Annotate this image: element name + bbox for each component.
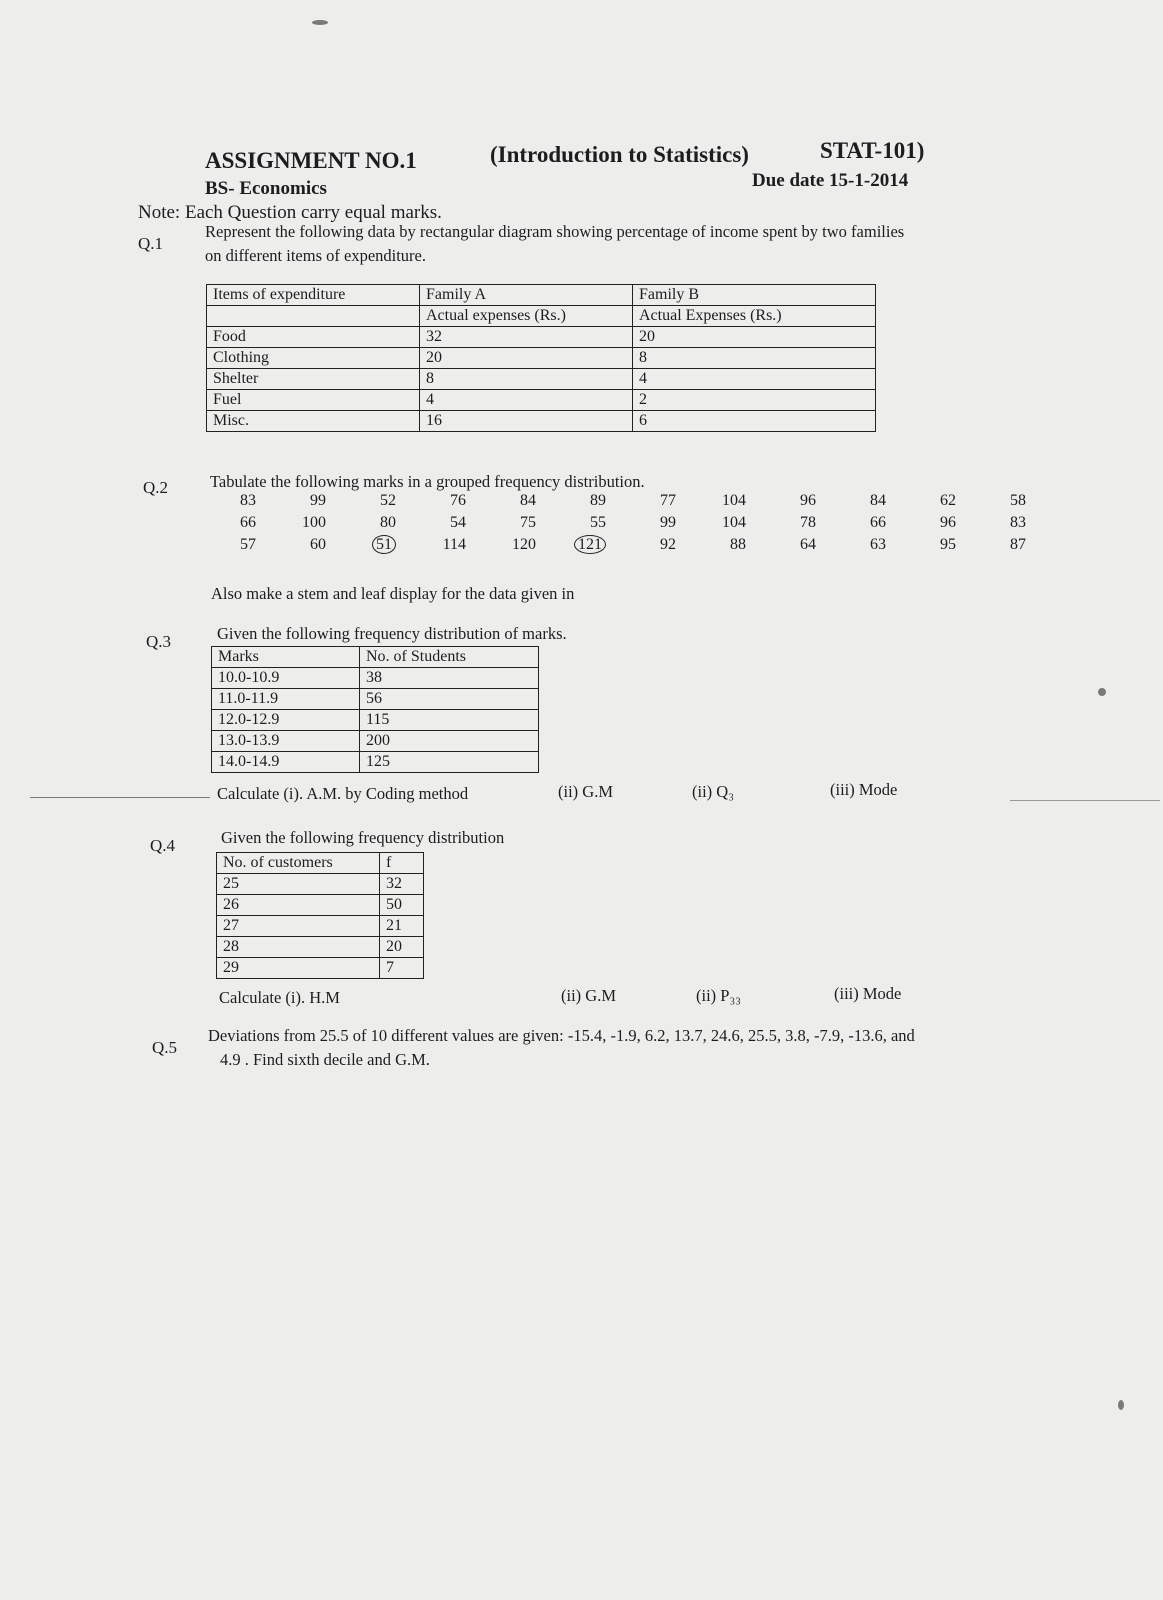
class-cell: 14.0-14.9 (212, 752, 360, 773)
item-cell: Misc. (207, 411, 420, 432)
header-customers: No. of customers (217, 853, 380, 874)
mark-value: 88 (730, 536, 746, 553)
mark-value: 55 (590, 514, 606, 531)
mark-value: 104 (722, 492, 746, 509)
table-row (207, 390, 876, 411)
mark-value: 96 (800, 492, 816, 509)
circled-mark: 51 (372, 535, 396, 554)
mark-value: 76 (450, 492, 466, 509)
header-marks: Marks (212, 647, 360, 668)
q4-calc-p33: (ii) P₃₃ (696, 986, 741, 1005)
family-a-cell: 32 (420, 327, 633, 348)
table-row (217, 937, 424, 958)
header-items: Items of expenditure (207, 285, 420, 306)
expenditure-table (206, 284, 876, 432)
header-family-b: Family B (633, 285, 876, 306)
freq-cell: 56 (360, 689, 539, 710)
q1-number: Q.1 (138, 234, 164, 253)
class-cell: 29 (217, 958, 380, 979)
mark-value: 66 (240, 514, 256, 531)
item-cell: Fuel (207, 390, 420, 411)
family-a-cell: 4 (420, 390, 633, 411)
table-row (212, 731, 539, 752)
table-header-row (217, 853, 424, 874)
mark-value: 104 (722, 514, 746, 531)
q4-calc-gm: (ii) G.M (561, 986, 616, 1005)
scan-line (30, 797, 210, 798)
class-cell: 26 (217, 895, 380, 916)
family-b-cell: 8 (633, 348, 876, 369)
mark-value: 64 (800, 536, 816, 553)
table-header-row (207, 285, 876, 306)
q3-calc-gm: (ii) G.M (558, 782, 613, 801)
mark-value: 80 (380, 514, 396, 531)
table-row (207, 327, 876, 348)
mark-value: 77 (660, 492, 676, 509)
mark-value: 60 (310, 536, 326, 553)
course-name: (Introduction to Statistics) (490, 142, 749, 167)
q3-calc-q3: (ii) Q₃ (692, 782, 734, 801)
mark-value: 87 (1010, 536, 1026, 553)
q3-calc-am: Calculate (i). A.M. by Coding method (217, 784, 469, 803)
mark-value: 66 (870, 514, 886, 531)
mark-value: 78 (800, 514, 816, 531)
mark-value: 92 (660, 536, 676, 553)
class-cell: 27 (217, 916, 380, 937)
q4-text: Given the following frequency distribution (221, 828, 505, 847)
freq-cell: 21 (380, 916, 424, 937)
q2-stem-leaf-text: Also make a stem and leaf display for the data given in (211, 584, 575, 603)
class-cell: 10.0-10.9 (212, 668, 360, 689)
freq-cell: 7 (380, 958, 424, 979)
q2-text: Tabulate the following marks in a grouped frequency distribution. (210, 472, 645, 491)
mark-value: 89 (590, 492, 606, 509)
header-family-a: Family A (420, 285, 633, 306)
header-f: f (380, 853, 424, 874)
table-row (212, 752, 539, 773)
table-subheader-row (207, 306, 876, 327)
scan-mark (312, 20, 328, 25)
table-row (217, 916, 424, 937)
family-b-cell: 2 (633, 390, 876, 411)
mark-value: 83 (240, 492, 256, 509)
subheader-family-b: Actual Expenses (Rs.) (633, 306, 876, 327)
q2-number: Q.2 (143, 478, 169, 497)
note: Note: Each Question carry equal marks. (138, 202, 442, 223)
table-row (212, 710, 539, 731)
circled-mark: 121 (574, 535, 606, 554)
family-a-cell: 20 (420, 348, 633, 369)
freq-cell: 125 (360, 752, 539, 773)
freq-cell: 38 (360, 668, 539, 689)
freq-cell: 20 (380, 937, 424, 958)
mark-value: 54 (450, 514, 466, 531)
family-a-cell: 16 (420, 411, 633, 432)
mark-value: 114 (442, 536, 466, 553)
table-row (207, 348, 876, 369)
class-cell: 11.0-11.9 (212, 689, 360, 710)
mark-value: 57 (240, 536, 256, 553)
due-date: Due date 15-1-2014 (752, 170, 909, 191)
mark-value: 96 (940, 514, 956, 531)
subheader-family-a: Actual expenses (Rs.) (420, 306, 633, 327)
item-cell: Food (207, 327, 420, 348)
mark-value: 100 (302, 514, 326, 531)
family-a-cell: 8 (420, 369, 633, 390)
customers-frequency-table (216, 852, 424, 979)
scan-mark (1098, 688, 1106, 696)
mark-value: 99 (660, 514, 676, 531)
mark-value: 84 (870, 492, 886, 509)
family-b-cell: 4 (633, 369, 876, 390)
q4-calc-hm: Calculate (i). H.M (219, 988, 340, 1007)
q4-number: Q.4 (150, 836, 176, 855)
program: BS- Economics (205, 178, 327, 199)
item-cell: Shelter (207, 369, 420, 390)
q5-number: Q.5 (152, 1038, 178, 1057)
family-b-cell: 20 (633, 327, 876, 348)
marks-frequency-table (211, 646, 539, 773)
q5-text-line1: Deviations from 25.5 of 10 different values are given: -15.4, -1.9, 6.2, 13.7, 24.6, 25.5, 3.8, -7.9, -13.6, and (208, 1026, 915, 1045)
mark-value-circled (332, 534, 396, 556)
freq-cell: 200 (360, 731, 539, 752)
freq-cell: 50 (380, 895, 424, 916)
assignment-title: ASSIGNMENT NO.1 (205, 148, 417, 173)
header-students: No. of Students (360, 647, 539, 668)
table-row (212, 689, 539, 710)
mark-value: 120 (512, 536, 536, 553)
mark-value: 95 (940, 536, 956, 553)
freq-cell: 32 (380, 874, 424, 895)
marks-data-grid (192, 490, 1026, 556)
table-header-row (212, 647, 539, 668)
q4-calc-mode: (iii) Mode (834, 984, 902, 1003)
mark-value: 84 (520, 492, 536, 509)
scan-mark (1118, 1400, 1124, 1410)
table-row (217, 958, 424, 979)
subheader-empty (207, 306, 420, 327)
scan-line (1010, 800, 1160, 801)
q5-text-line2: 4.9 . Find sixth decile and G.M. (220, 1050, 430, 1069)
class-cell: 25 (217, 874, 380, 895)
q1-text-line1: Represent the following data by rectangular diagram showing percentage of income spent by two families (205, 222, 905, 241)
freq-cell: 115 (360, 710, 539, 731)
mark-value: 62 (940, 492, 956, 509)
table-row (207, 411, 876, 432)
class-cell: 13.0-13.9 (212, 731, 360, 752)
q3-calc-mode: (iii) Mode (830, 780, 898, 799)
mark-value: 83 (1010, 514, 1026, 531)
mark-value: 63 (870, 536, 886, 553)
mark-value-circled (542, 534, 606, 556)
class-cell: 12.0-12.9 (212, 710, 360, 731)
q3-number: Q.3 (146, 632, 172, 651)
course-code: STAT-101) (820, 138, 925, 163)
table-row (207, 369, 876, 390)
mark-value: 52 (380, 492, 396, 509)
q1-text-line2: on different items of expenditure. (205, 246, 427, 265)
mark-value: 75 (520, 514, 536, 531)
q3-text: Given the following frequency distribution of marks. (217, 624, 567, 643)
mark-value: 58 (1010, 492, 1026, 509)
class-cell: 28 (217, 937, 380, 958)
family-b-cell: 6 (633, 411, 876, 432)
item-cell: Clothing (207, 348, 420, 369)
mark-value: 99 (310, 492, 326, 509)
table-row (217, 874, 424, 895)
table-row (212, 668, 539, 689)
table-row (217, 895, 424, 916)
